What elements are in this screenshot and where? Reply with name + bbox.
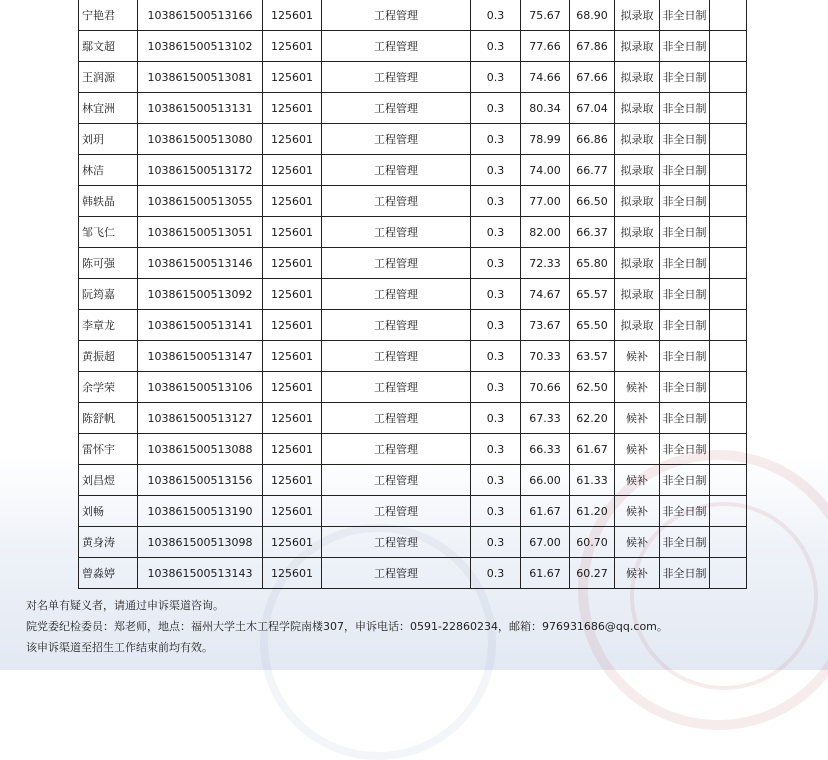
cell-status: 候补 <box>615 496 660 527</box>
cell-study-mode: 非全日制 <box>660 93 710 124</box>
cell-exam-id: 103861500513190 <box>138 496 263 527</box>
cell-remark <box>710 527 747 558</box>
cell-major: 工程管理 <box>322 62 471 93</box>
cell-major: 工程管理 <box>322 372 471 403</box>
cell-major: 工程管理 <box>322 124 471 155</box>
cell-major: 工程管理 <box>322 248 471 279</box>
cell-name: 王润源 <box>79 62 138 93</box>
cell-major: 工程管理 <box>322 217 471 248</box>
cell-total-score: 67.66 <box>570 62 615 93</box>
cell-major: 工程管理 <box>322 434 471 465</box>
cell-study-mode: 非全日制 <box>660 341 710 372</box>
cell-major: 工程管理 <box>322 155 471 186</box>
cell-name: 鄢文超 <box>79 31 138 62</box>
cell-name: 雷怀宇 <box>79 434 138 465</box>
cell-name: 林宜洲 <box>79 93 138 124</box>
cell-status: 拟录取 <box>615 0 660 31</box>
cell-weight: 0.3 <box>471 217 521 248</box>
cell-exam-id: 103861500513081 <box>138 62 263 93</box>
cell-status: 拟录取 <box>615 279 660 310</box>
table-row <box>79 155 747 186</box>
cell-name: 黄振超 <box>79 341 138 372</box>
cell-exam-id: 103861500513080 <box>138 124 263 155</box>
table-row <box>79 186 747 217</box>
cell-major: 工程管理 <box>322 558 471 589</box>
table-row <box>79 0 747 31</box>
table-row <box>79 434 747 465</box>
cell-weight: 0.3 <box>471 62 521 93</box>
table-row <box>79 217 747 248</box>
cell-weight: 0.3 <box>471 155 521 186</box>
cell-exam-id: 103861500513131 <box>138 93 263 124</box>
cell-major: 工程管理 <box>322 310 471 341</box>
cell-name: 曾淼婷 <box>79 558 138 589</box>
note-line-2: 院党委纪检委员：郑老师，地点：福州大学土木工程学院南楼307，申诉电话：0591-22860234，邮箱：976931686@qq.com。 <box>26 620 668 633</box>
cell-retest-score: 72.33 <box>521 248 570 279</box>
cell-status: 候补 <box>615 465 660 496</box>
cell-name: 陈可强 <box>79 248 138 279</box>
cell-study-mode: 非全日制 <box>660 496 710 527</box>
cell-study-mode: 非全日制 <box>660 465 710 496</box>
cell-remark <box>710 31 747 62</box>
cell-total-score: 63.57 <box>570 341 615 372</box>
cell-remark <box>710 403 747 434</box>
cell-retest-score: 82.00 <box>521 217 570 248</box>
cell-total-score: 65.57 <box>570 279 615 310</box>
cell-exam-id: 103861500513143 <box>138 558 263 589</box>
cell-name: 刘玥 <box>79 124 138 155</box>
cell-retest-score: 70.66 <box>521 372 570 403</box>
cell-study-mode: 非全日制 <box>660 527 710 558</box>
cell-exam-id: 103861500513106 <box>138 372 263 403</box>
cell-total-score: 61.20 <box>570 496 615 527</box>
cell-retest-score: 73.67 <box>521 310 570 341</box>
cell-name: 黄身涛 <box>79 527 138 558</box>
cell-remark <box>710 186 747 217</box>
cell-weight: 0.3 <box>471 248 521 279</box>
cell-total-score: 65.50 <box>570 310 615 341</box>
notes <box>26 595 668 658</box>
admission-table <box>78 0 747 589</box>
table-row <box>79 62 747 93</box>
cell-exam-id: 103861500513092 <box>138 279 263 310</box>
note-line-1: 对名单有疑义者，请通过申诉渠道咨询。 <box>26 599 224 612</box>
cell-major-code: 125601 <box>263 124 322 155</box>
cell-remark <box>710 465 747 496</box>
cell-major-code: 125601 <box>263 558 322 589</box>
cell-study-mode: 非全日制 <box>660 248 710 279</box>
cell-name: 刘昌煜 <box>79 465 138 496</box>
cell-weight: 0.3 <box>471 403 521 434</box>
cell-total-score: 62.20 <box>570 403 615 434</box>
cell-total-score: 66.77 <box>570 155 615 186</box>
cell-status: 拟录取 <box>615 248 660 279</box>
cell-remark <box>710 217 747 248</box>
cell-remark <box>710 62 747 93</box>
cell-retest-score: 66.00 <box>521 465 570 496</box>
table-row <box>79 558 747 589</box>
cell-status: 候补 <box>615 341 660 372</box>
cell-major-code: 125601 <box>263 465 322 496</box>
cell-major-code: 125601 <box>263 217 322 248</box>
table-row <box>79 124 747 155</box>
cell-status: 拟录取 <box>615 186 660 217</box>
cell-remark <box>710 155 747 186</box>
cell-status: 候补 <box>615 434 660 465</box>
table-row <box>79 310 747 341</box>
cell-remark <box>710 248 747 279</box>
cell-status: 候补 <box>615 527 660 558</box>
cell-major-code: 125601 <box>263 434 322 465</box>
cell-weight: 0.3 <box>471 310 521 341</box>
cell-major-code: 125601 <box>263 372 322 403</box>
cell-total-score: 67.86 <box>570 31 615 62</box>
cell-major: 工程管理 <box>322 403 471 434</box>
cell-major-code: 125601 <box>263 31 322 62</box>
cell-weight: 0.3 <box>471 372 521 403</box>
table-row <box>79 341 747 372</box>
table-row <box>79 496 747 527</box>
cell-study-mode: 非全日制 <box>660 372 710 403</box>
cell-name: 刘畅 <box>79 496 138 527</box>
cell-study-mode: 非全日制 <box>660 0 710 31</box>
cell-major: 工程管理 <box>322 527 471 558</box>
cell-weight: 0.3 <box>471 31 521 62</box>
cell-study-mode: 非全日制 <box>660 403 710 434</box>
cell-weight: 0.3 <box>471 279 521 310</box>
cell-study-mode: 非全日制 <box>660 558 710 589</box>
cell-exam-id: 103861500513147 <box>138 341 263 372</box>
cell-retest-score: 74.00 <box>521 155 570 186</box>
cell-remark <box>710 496 747 527</box>
table-row <box>79 279 747 310</box>
cell-total-score: 66.37 <box>570 217 615 248</box>
cell-retest-score: 74.66 <box>521 62 570 93</box>
cell-total-score: 66.50 <box>570 186 615 217</box>
cell-weight: 0.3 <box>471 527 521 558</box>
cell-major-code: 125601 <box>263 248 322 279</box>
cell-exam-id: 103861500513141 <box>138 310 263 341</box>
cell-name: 余学荣 <box>79 372 138 403</box>
table-row <box>79 372 747 403</box>
cell-retest-score: 61.67 <box>521 496 570 527</box>
table-row <box>79 465 747 496</box>
cell-exam-id: 103861500513166 <box>138 0 263 31</box>
cell-status: 拟录取 <box>615 310 660 341</box>
cell-weight: 0.3 <box>471 496 521 527</box>
cell-status: 拟录取 <box>615 217 660 248</box>
cell-weight: 0.3 <box>471 0 521 31</box>
cell-exam-id: 103861500513146 <box>138 248 263 279</box>
cell-total-score: 61.33 <box>570 465 615 496</box>
cell-major: 工程管理 <box>322 93 471 124</box>
cell-remark <box>710 558 747 589</box>
cell-retest-score: 77.00 <box>521 186 570 217</box>
cell-retest-score: 67.00 <box>521 527 570 558</box>
cell-study-mode: 非全日制 <box>660 124 710 155</box>
cell-total-score: 67.04 <box>570 93 615 124</box>
cell-major-code: 125601 <box>263 496 322 527</box>
cell-study-mode: 非全日制 <box>660 155 710 186</box>
cell-major-code: 125601 <box>263 62 322 93</box>
cell-study-mode: 非全日制 <box>660 186 710 217</box>
cell-status: 候补 <box>615 403 660 434</box>
cell-total-score: 68.90 <box>570 0 615 31</box>
cell-major-code: 125601 <box>263 403 322 434</box>
cell-exam-id: 103861500513088 <box>138 434 263 465</box>
cell-major-code: 125601 <box>263 0 322 31</box>
cell-retest-score: 66.33 <box>521 434 570 465</box>
cell-exam-id: 103861500513098 <box>138 527 263 558</box>
cell-status: 拟录取 <box>615 155 660 186</box>
cell-retest-score: 77.66 <box>521 31 570 62</box>
cell-retest-score: 61.67 <box>521 558 570 589</box>
cell-retest-score: 75.67 <box>521 0 570 31</box>
cell-name: 林洁 <box>79 155 138 186</box>
cell-remark <box>710 0 747 31</box>
cell-total-score: 60.70 <box>570 527 615 558</box>
cell-major-code: 125601 <box>263 310 322 341</box>
cell-major: 工程管理 <box>322 465 471 496</box>
cell-name: 宁艳君 <box>79 0 138 31</box>
cell-name: 李章龙 <box>79 310 138 341</box>
table-body <box>79 0 747 589</box>
cell-name: 阮筠嘉 <box>79 279 138 310</box>
cell-study-mode: 非全日制 <box>660 434 710 465</box>
cell-retest-score: 78.99 <box>521 124 570 155</box>
cell-study-mode: 非全日制 <box>660 279 710 310</box>
cell-total-score: 66.86 <box>570 124 615 155</box>
cell-remark <box>710 372 747 403</box>
cell-name: 邹飞仁 <box>79 217 138 248</box>
cell-status: 拟录取 <box>615 124 660 155</box>
cell-weight: 0.3 <box>471 186 521 217</box>
cell-total-score: 65.80 <box>570 248 615 279</box>
cell-remark <box>710 310 747 341</box>
cell-exam-id: 103861500513055 <box>138 186 263 217</box>
cell-weight: 0.3 <box>471 434 521 465</box>
cell-weight: 0.3 <box>471 465 521 496</box>
cell-study-mode: 非全日制 <box>660 62 710 93</box>
cell-status: 拟录取 <box>615 93 660 124</box>
cell-status: 拟录取 <box>615 62 660 93</box>
cell-total-score: 62.50 <box>570 372 615 403</box>
cell-exam-id: 103861500513172 <box>138 155 263 186</box>
cell-study-mode: 非全日制 <box>660 217 710 248</box>
cell-remark <box>710 341 747 372</box>
cell-major-code: 125601 <box>263 279 322 310</box>
cell-weight: 0.3 <box>471 93 521 124</box>
cell-name: 韩轶晶 <box>79 186 138 217</box>
cell-major: 工程管理 <box>322 31 471 62</box>
cell-exam-id: 103861500513051 <box>138 217 263 248</box>
cell-major: 工程管理 <box>322 341 471 372</box>
cell-weight: 0.3 <box>471 341 521 372</box>
table-row <box>79 31 747 62</box>
cell-study-mode: 非全日制 <box>660 310 710 341</box>
cell-status: 候补 <box>615 558 660 589</box>
cell-retest-score: 74.67 <box>521 279 570 310</box>
cell-major: 工程管理 <box>322 279 471 310</box>
cell-exam-id: 103861500513102 <box>138 31 263 62</box>
cell-exam-id: 103861500513156 <box>138 465 263 496</box>
cell-major-code: 125601 <box>263 93 322 124</box>
cell-major-code: 125601 <box>263 186 322 217</box>
table-row <box>79 403 747 434</box>
cell-remark <box>710 93 747 124</box>
cell-major: 工程管理 <box>322 0 471 31</box>
cell-total-score: 61.67 <box>570 434 615 465</box>
cell-major: 工程管理 <box>322 496 471 527</box>
cell-weight: 0.3 <box>471 124 521 155</box>
cell-exam-id: 103861500513127 <box>138 403 263 434</box>
cell-study-mode: 非全日制 <box>660 31 710 62</box>
note-line-3: 该申诉渠道至招生工作结束前均有效。 <box>26 641 213 654</box>
table-row <box>79 93 747 124</box>
cell-remark <box>710 434 747 465</box>
table-row <box>79 248 747 279</box>
cell-retest-score: 80.34 <box>521 93 570 124</box>
cell-major-code: 125601 <box>263 341 322 372</box>
cell-major-code: 125601 <box>263 155 322 186</box>
cell-weight: 0.3 <box>471 558 521 589</box>
cell-major-code: 125601 <box>263 527 322 558</box>
cell-retest-score: 67.33 <box>521 403 570 434</box>
table-row <box>79 527 747 558</box>
cell-name: 陈舒帆 <box>79 403 138 434</box>
cell-remark <box>710 124 747 155</box>
cell-status: 候补 <box>615 372 660 403</box>
cell-major: 工程管理 <box>322 186 471 217</box>
cell-total-score: 60.27 <box>570 558 615 589</box>
cell-remark <box>710 279 747 310</box>
cell-status: 拟录取 <box>615 31 660 62</box>
cell-retest-score: 70.33 <box>521 341 570 372</box>
